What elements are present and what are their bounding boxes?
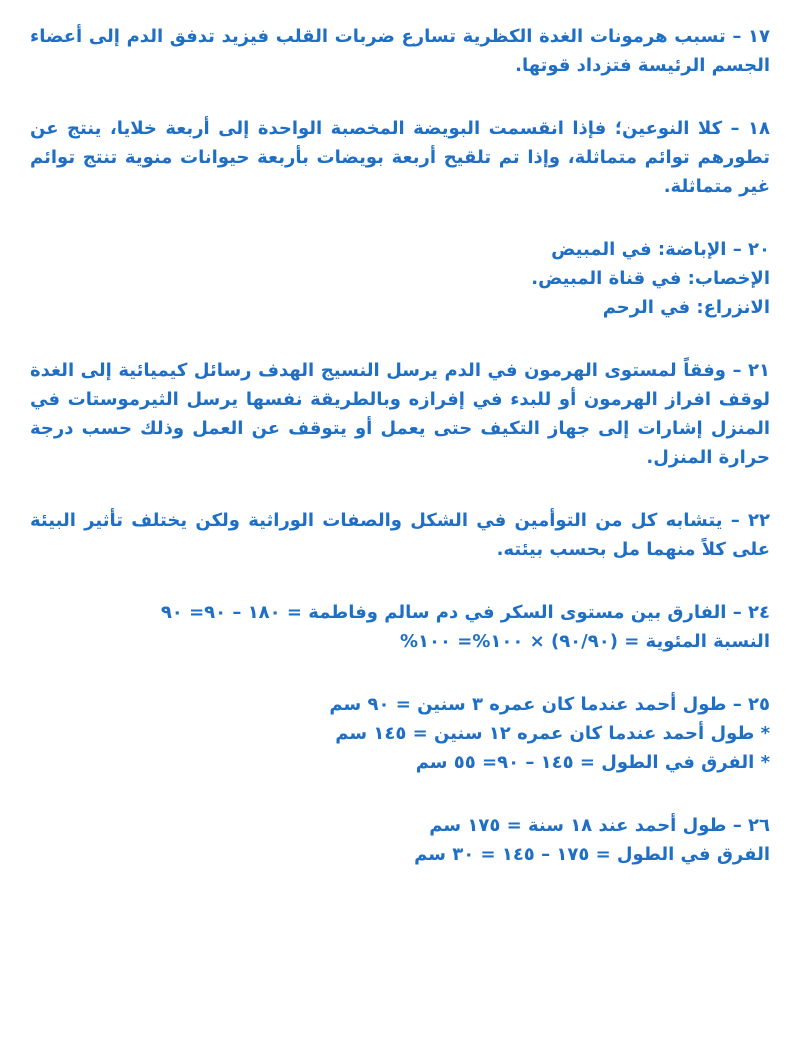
answer-18 bbox=[30, 114, 770, 201]
answer-line: الانزراع: في الرحم bbox=[602, 297, 770, 318]
answer-21 bbox=[30, 356, 770, 472]
answer-text: ٢٢ – يتشابه كل من التوأمين في الشكل والصفات الوراثية ولكن يختلف تأثير البيئة على كلاً منهما مل بحسب بيئته. bbox=[30, 510, 770, 560]
answer-line: ٢٦ – طول أحمد عند ١٨ سنة = ١٧٥ سم bbox=[429, 815, 770, 836]
answer-line: النسبة المئوية = (٩٠/٩٠) × ١٠٠%= ١٠٠% bbox=[399, 631, 770, 652]
answer-line: ٢٥ – طول أحمد عندما كان عمره ٣ سنين = ٩٠ سم bbox=[329, 694, 770, 715]
answer-26 bbox=[30, 811, 770, 869]
answer-line: * طول أحمد عندما كان عمره ١٢ سنين = ١٤٥ سم bbox=[335, 723, 770, 744]
answer-line: * الفرق في الطول = ١٤٥ – ٩٠= ٥٥ سم bbox=[415, 752, 770, 773]
answer-line: الإخصاب: في قناة المبيض. bbox=[531, 268, 770, 289]
answer-line: ٢٠ – الإباضة: في المبيض bbox=[551, 239, 770, 260]
answer-24 bbox=[30, 598, 770, 656]
answer-text: ١٨ – كلا النوعين؛ فإذا انقسمت البويضة المخصبة الواحدة إلى أربعة خلايا، ينتج عن تطورهم توائم متماثلة، وإذا تم تلقيح أربعة بويضات بأربعة حيوانات منوية تنتج توائم غير متماثلة. bbox=[30, 118, 770, 197]
answer-text: ٢١ – وفقاً لمستوى الهرمون في الدم يرسل النسيج الهدف رسائل كيميائية إلى الغدة لوقف افراز الهرمون أو للبدء في إفرازه وبالطريقة نفسها يرسل الثيرموستات في المنزل إشارات إلى جهاز التكيف حتى يعمل أو يتوقف عن العمل وذلك حسب درجة حرارة المنزل. bbox=[30, 360, 770, 468]
answer-17 bbox=[30, 22, 770, 80]
answer-sheet bbox=[30, 22, 770, 903]
answer-line: الفرق في الطول = ١٧٥ – ١٤٥ = ٣٠ سم bbox=[414, 844, 770, 865]
answer-25 bbox=[30, 690, 770, 777]
answer-20 bbox=[30, 235, 770, 322]
answer-line: ٢٤ – الفارق بين مستوى السكر في دم سالم وفاطمة = ١٨٠ – ٩٠= ٩٠ bbox=[160, 602, 770, 623]
answer-22 bbox=[30, 506, 770, 564]
answer-text: ١٧ – تسبب هرمونات الغدة الكظرية تسارع ضربات القلب فيزيد تدفق الدم إلى أعضاء الجسم الرئيسة فتزداد قوتها. bbox=[30, 26, 770, 76]
